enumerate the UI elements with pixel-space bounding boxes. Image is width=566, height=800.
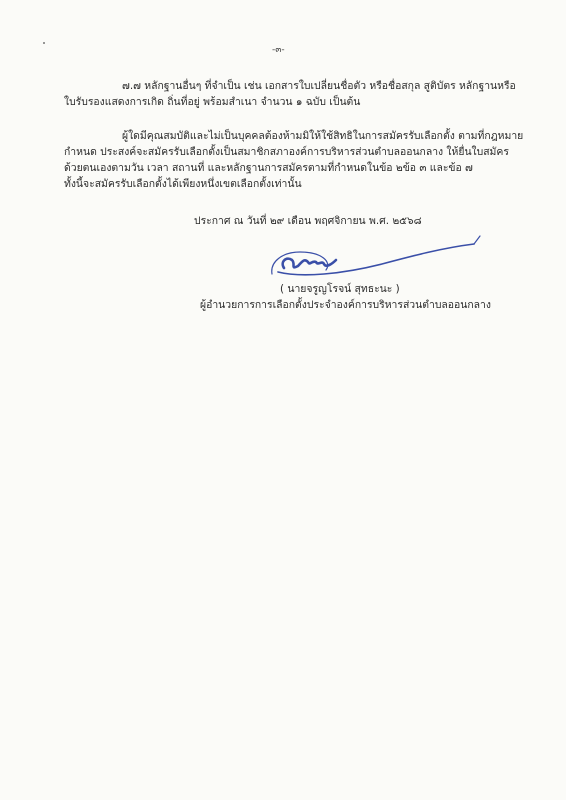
page-number: -๓- <box>272 45 285 55</box>
clause-7-7-line: ๗.๗ หลักฐานอื่นๆ ที่จำเป็น เช่น เอกสารใบเปลี่ยนชื่อตัว หรือชื่อสกุล สูติบัตร หลักฐานหรือ <box>122 80 516 92</box>
clause-7-7-line: ใบรับรองแสดงการเกิด ถิ่นที่อยู่ พร้อมสำเนา จำนวน ๑ ฉบับ เป็นต้น <box>64 96 361 108</box>
signature-image <box>262 234 492 280</box>
scan-speck <box>43 42 45 44</box>
signer-name: ( นายจรูญโรจน์ สุทธะนะ ) <box>280 283 400 295</box>
application-paragraph <box>64 128 524 192</box>
application-line: กำหนด ประสงค์จะสมัครรับเลือกตั้งเป็นสมาชิกสภาองค์การบริหารส่วนตำบลออนกลาง ให้ยื่นใบสมัคร <box>64 146 509 158</box>
application-line: ทั้งนี้จะสมัครรับเลือกตั้งได้เพียงหนึ่งเขตเลือกตั้งเท่านั้น <box>64 178 302 190</box>
clause-7-7 <box>64 78 516 110</box>
signer-position: ผู้อำนวยการการเลือกตั้งประจำองค์การบริหารส่วนตำบลออนกลาง <box>200 299 491 311</box>
application-line: ด้วยตนเองตามวัน เวลา สถานที่ และหลักฐานการสมัครตามที่กำหนดในข้อ ๒ข้อ ๓ และข้อ ๗ <box>64 162 473 174</box>
application-line: ผู้ใดมีคุณสมบัติและไม่เป็นบุคคลต้องห้ามมิให้ใช้สิทธิในการสมัครรับเลือกตั้ง ตามที่กฎหมาย <box>122 130 524 142</box>
announcement-date: ประกาศ ณ วันที่ ๒๙ เดือน พฤศจิกายน พ.ศ. ๒๕๖๘ <box>194 215 422 227</box>
